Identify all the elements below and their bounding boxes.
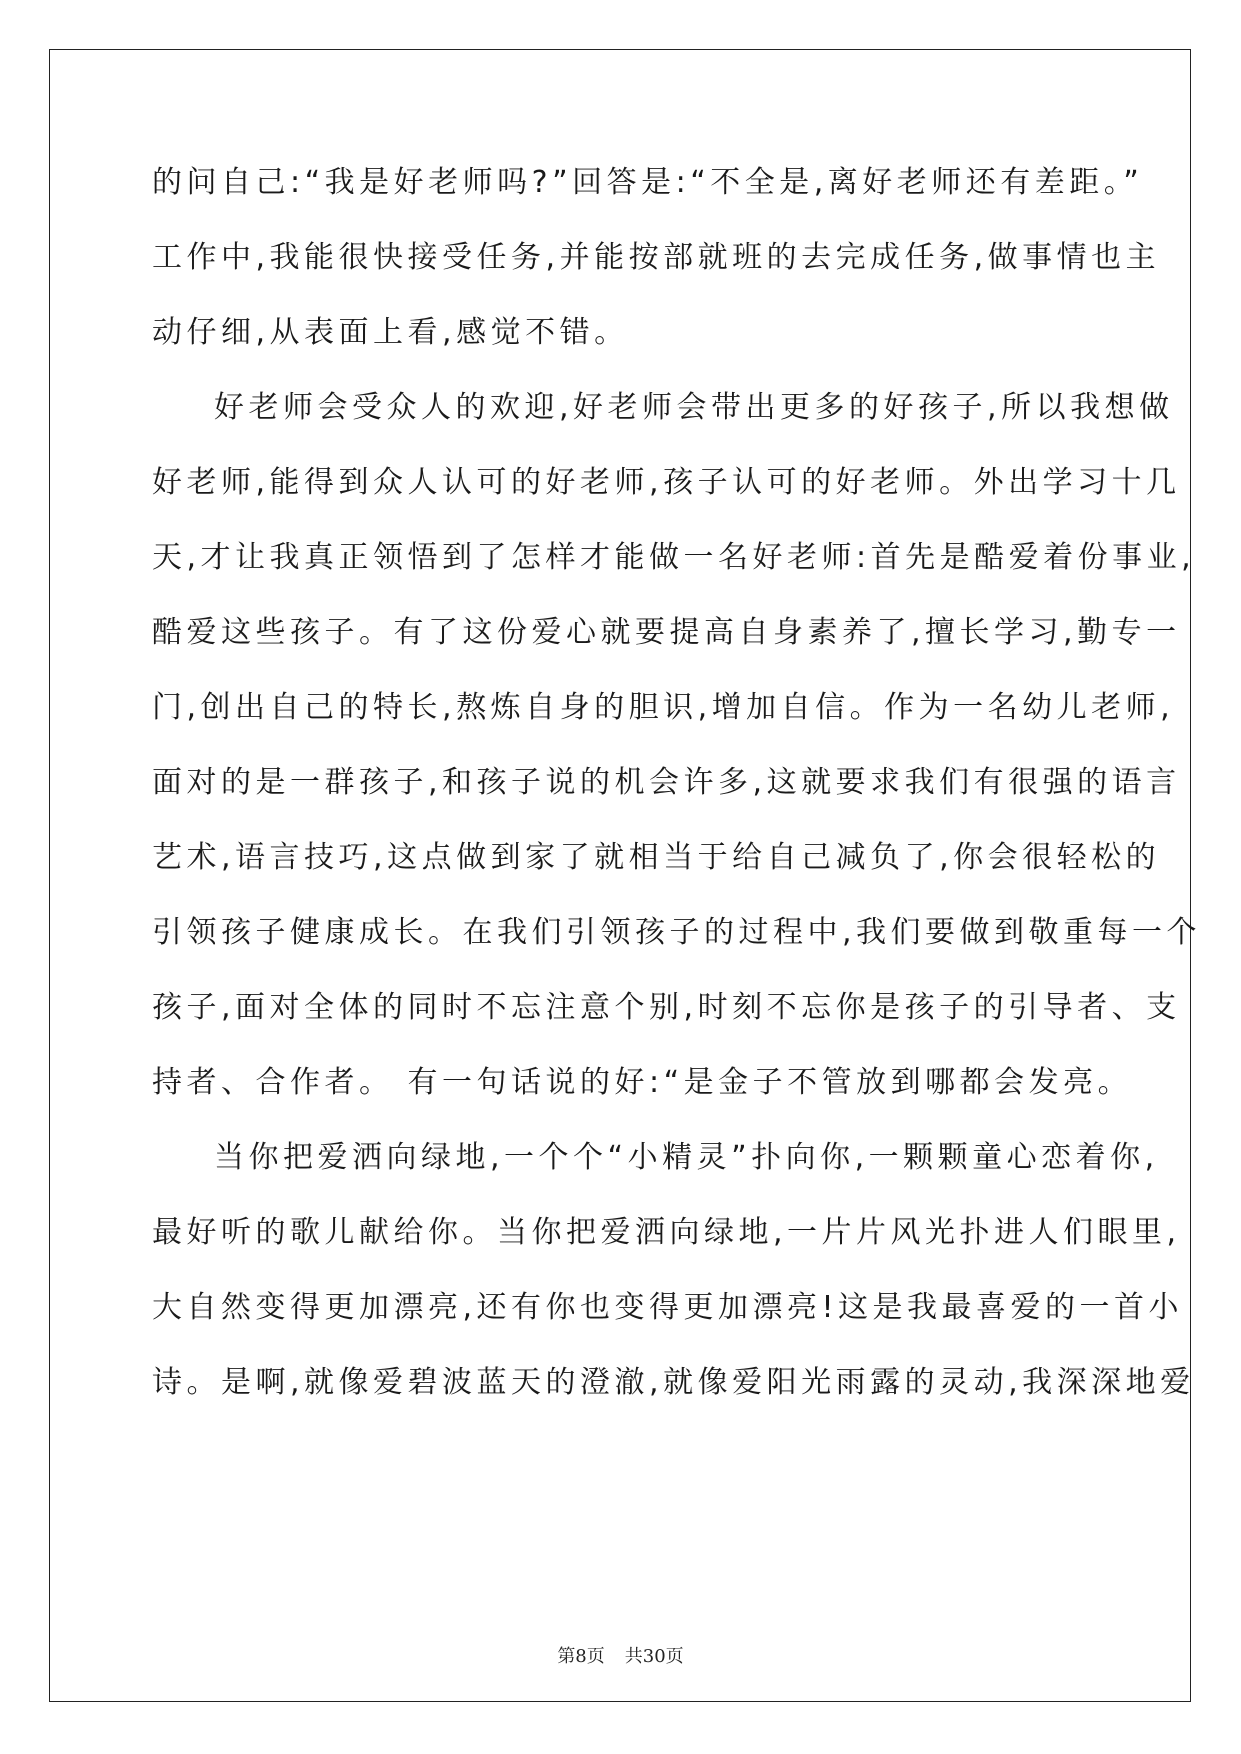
text-line: 大自然变得更加漂亮,还有你也变得更加漂亮!这是我最喜爱的一首小 — [152, 1290, 1184, 1325]
page-footer — [0, 1642, 1241, 1668]
paragraph-start-line: 当你把爱洒向绿地,一个个“小精灵”扑向你,一颗颗童心恋着你, — [214, 1140, 1159, 1175]
text-line: 的问自己:“我是好老师吗?”回答是:“不全是,离好老师还有差距。” — [152, 165, 1144, 200]
text-line: 工作中,我能很快接受任务,并能按部就班的去完成任务,做事情也主 — [152, 240, 1161, 275]
text-line: 艺术,语言技巧,这点做到家了就相当于给自己减负了,你会很轻松的 — [152, 840, 1161, 875]
text-line: 诗。是啊,就像爱碧波蓝天的澄澈,就像爱阳光雨露的灵动,我深深地爱 — [152, 1365, 1195, 1400]
text-line: 面对的是一群孩子,和孩子说的机会许多,这就要求我们有很强的语言 — [152, 765, 1181, 800]
paragraph-start-line: 好老师会受众人的欢迎,好老师会带出更多的好孩子,所以我想做 — [214, 390, 1174, 425]
text-line: 酷爱这些孩子。有了这份爱心就要提高自身素养了,擅长学习,勤专一 — [152, 615, 1181, 650]
text-line: 引领孩子健康成长。在我们引领孩子的过程中,我们要做到敬重每一个 — [152, 915, 1202, 950]
page-total: 共30页 — [624, 1646, 684, 1667]
text-line: 好老师,能得到众人认可的好老师,孩子认可的好老师。外出学习十几 — [152, 465, 1181, 500]
text-line: 动仔细,从表面上看,感觉不错。 — [152, 315, 629, 350]
text-line: 门,创出自己的特长,熬炼自身的胆识,增加自信。作为一名幼儿老师, — [152, 690, 1175, 725]
text-line: 天,才让我真正领悟到了怎样才能做一名好老师:首先是酷爱着份事业, — [152, 540, 1196, 575]
page-number: 第8页 — [557, 1646, 605, 1667]
text-line: 持者、合作者。 有一句话说的好:“是金子不管放到哪都会发亮。 — [152, 1065, 1133, 1100]
text-line: 最好听的歌儿献给你。当你把爱洒向绿地,一片片风光扑进人们眼里, — [152, 1215, 1181, 1250]
document-body — [152, 158, 1202, 1433]
text-line: 孩子,面对全体的同时不忘注意个别,时刻不忘你是孩子的引导者、支 — [152, 990, 1181, 1025]
